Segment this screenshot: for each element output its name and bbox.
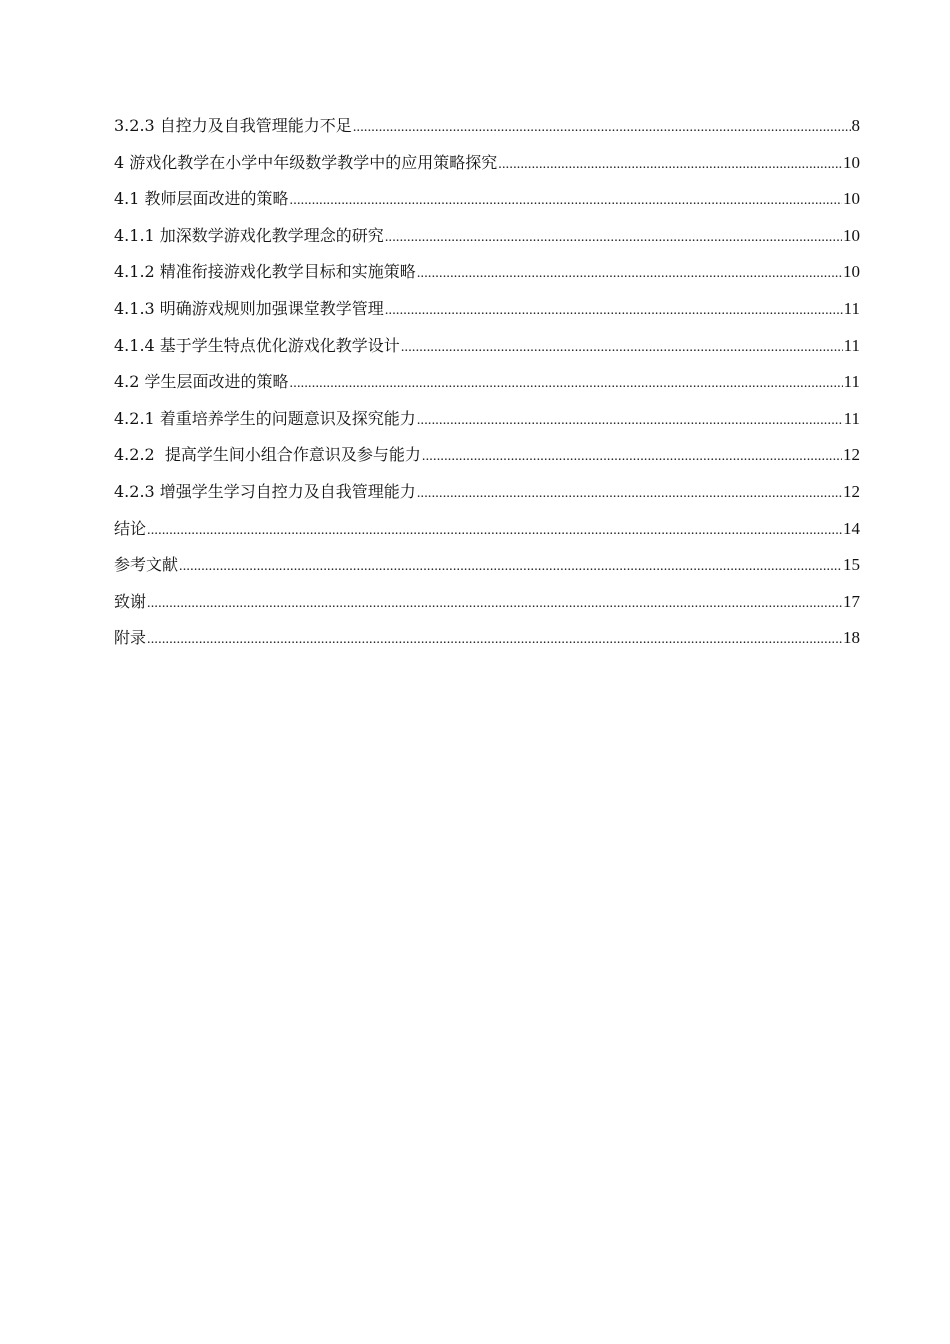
toc-entry[interactable] [114, 407, 860, 444]
dot-leader [147, 628, 842, 652]
toc-entry[interactable] [114, 260, 860, 297]
toc-entry[interactable] [114, 443, 860, 480]
dot-leader [290, 372, 843, 396]
toc-entry-label: 4.1.3 明确游戏规则加强课堂教学管理 [114, 298, 384, 318]
toc-entry[interactable] [114, 626, 860, 663]
toc-entry-label: 4.2.2 提高学生间小组合作意识及参与能力 [114, 445, 421, 465]
toc-page-number: 10 [843, 262, 860, 282]
toc-entry-label: 致谢 [114, 591, 147, 611]
toc-entry-label: 附录 [114, 628, 147, 648]
dot-leader [353, 116, 851, 140]
dot-leader [401, 336, 843, 360]
toc-page-number: 12 [843, 445, 860, 465]
toc-entry-label: 4.2.3 增强学生学习自控力及自我管理能力 [114, 481, 416, 501]
toc-page-number: 15 [843, 555, 860, 575]
toc-entry-label: 4.1.1 加深数学游戏化教学理念的研究 [114, 225, 384, 245]
toc-entry[interactable] [114, 590, 860, 627]
toc-entry[interactable] [114, 224, 860, 261]
toc-entry[interactable] [114, 480, 860, 517]
toc-page-number: 11 [843, 298, 860, 318]
toc-entry-label: 4.1.2 精准衔接游戏化教学目标和实施策略 [114, 262, 416, 282]
toc-entry-label: 4.2 学生层面改进的策略 [114, 372, 289, 392]
table-of-contents [114, 114, 860, 663]
toc-entry-label: 4.1.4 基于学生特点优化游戏化教学设计 [114, 335, 400, 355]
toc-page-number: 14 [843, 518, 860, 538]
toc-page-number: 10 [843, 152, 860, 172]
dot-leader [417, 482, 842, 506]
toc-page-number: 11 [843, 372, 860, 392]
toc-entry-label: 4 游戏化教学在小学中年级数学教学中的应用策略探究 [114, 152, 498, 172]
dot-leader [179, 555, 842, 579]
dot-leader [498, 153, 842, 177]
dot-leader [385, 226, 842, 250]
dot-leader [417, 409, 843, 433]
toc-page-number: 18 [843, 628, 860, 648]
toc-entry[interactable] [114, 187, 860, 224]
toc-entry-label: 结论 [114, 518, 147, 538]
toc-entry[interactable] [114, 553, 860, 590]
dot-leader [147, 519, 842, 543]
toc-entry-label: 4.2.1 着重培养学生的问题意识及探究能力 [114, 408, 416, 428]
toc-page-number: 12 [843, 481, 860, 501]
toc-entry-label: 4.1 教师层面改进的策略 [114, 189, 289, 209]
dot-leader [385, 299, 843, 323]
toc-entry-label: 3.2.3 自控力及自我管理能力不足 [114, 116, 352, 135]
toc-page-number: 17 [843, 591, 860, 611]
dot-leader [290, 189, 842, 213]
toc-entry[interactable] [114, 114, 860, 151]
toc-page-number: 10 [843, 225, 860, 245]
toc-entry[interactable] [114, 334, 860, 371]
toc-page-number: 11 [843, 408, 860, 428]
toc-entry[interactable] [114, 151, 860, 188]
toc-page-number: 11 [843, 335, 860, 355]
toc-page-number: 8 [851, 116, 860, 135]
dot-leader [422, 445, 842, 469]
toc-entry[interactable] [114, 297, 860, 334]
toc-entry-label: 参考文献 [114, 555, 179, 575]
toc-entry[interactable] [114, 517, 860, 554]
dot-leader [417, 262, 842, 286]
toc-page-number: 10 [843, 189, 860, 209]
dot-leader [147, 592, 842, 616]
toc-entry[interactable] [114, 370, 860, 407]
